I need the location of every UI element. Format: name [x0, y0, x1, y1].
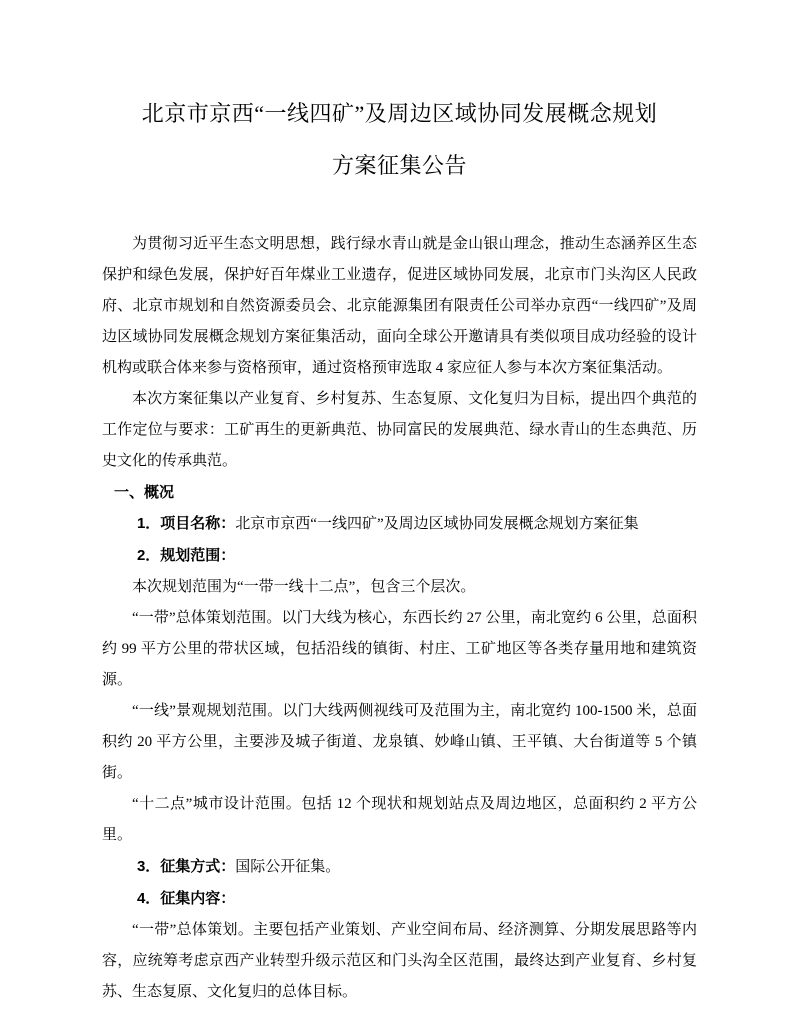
item-solicitation-content: [102, 883, 697, 915]
intro-paragraph-2: 本次方案征集以产业复育、乡村复苏、生态复原、文化复归为目标，提出四个典范的工作定位与要求：工矿再生的更新典范、协同富民的发展典范、绿水青山的生态典范、历史文化的传承典范。: [102, 391, 697, 469]
item-project-name-label: 1．项目名称：: [136, 515, 236, 532]
section-heading-overview: 一、概况: [114, 484, 175, 501]
scope-paragraph-3: “一线”景观规划范围。以门大线两侧视线可及范围为主，南北宽约 100-1500 米，总面积约 20 平方公里，主要涉及城子街道、龙泉镇、妙峰山镇、王平镇、大台街道等 5 个镇街。: [102, 703, 697, 781]
document-body: [102, 229, 697, 1008]
scope-paragraph-1: 本次规划范围为“一带一线十二点”，包含三个层次。: [132, 579, 476, 595]
scope-paragraph-4: “十二点”城市设计范围。包括 12 个现状和规划站点及周边地区，总面积约 2 平方公里。: [102, 796, 697, 843]
item-project-name: [102, 508, 697, 540]
item-solicitation-method: [102, 851, 697, 883]
item-solicitation-method-label: 3．征集方式：: [136, 858, 236, 875]
document-title: [102, 88, 697, 192]
intro-paragraph-1: 为贯彻习近平生态文明思想，践行绿水青山就是金山银山理念，推动生态涵养区生态保护和绿色发展，保护好百年煤业工业遗存，促进区域协同发展，北京市门头沟区人民政府、北京市规划和自然资源委员会、北京能源集团有限责任公司举办京西“一线四矿”及周边区域协同发展概念规划方案征集活动，面向全球公开邀请具有类似项目成功经验的设计机构或联合体来参与资格预审，通过资格预审选取 4 家应征人参与本次方案征集活动。: [102, 236, 697, 376]
document-title-line-1: 北京市京西“一线四矿”及周边区域协同发展概念规划: [141, 101, 658, 126]
item-solicitation-content-label: 4．征集内容：: [136, 890, 236, 907]
content-paragraph-1: “一带”总体策划。主要包括产业策划、产业空间布局、经济测算、分期发展思路等内容，应统筹考虑京西产业转型升级示范区和门头沟全区范围，最终达到产业复育、乡村复苏、生态复原、文化复归的总体目标。: [102, 922, 697, 1000]
scope-paragraph-2: “一带”总体策划范围。以门大线为核心，东西长约 27 公里，南北宽约 6 公里，总面积约 99 平方公里的带状区域，包括沿线的镇街、村庄、工矿地区等各类存量用地和建筑资源。: [102, 610, 697, 688]
item-solicitation-method-text: 国际公开征集。: [235, 859, 341, 875]
item-project-name-text: 北京市京西“一线四矿”及周边区域协同发展概念规划方案征集: [235, 516, 639, 532]
document-title-line-2: 方案征集公告: [331, 153, 467, 178]
item-planning-scope: [102, 540, 697, 572]
item-planning-scope-label: 2．规划范围：: [136, 547, 236, 564]
